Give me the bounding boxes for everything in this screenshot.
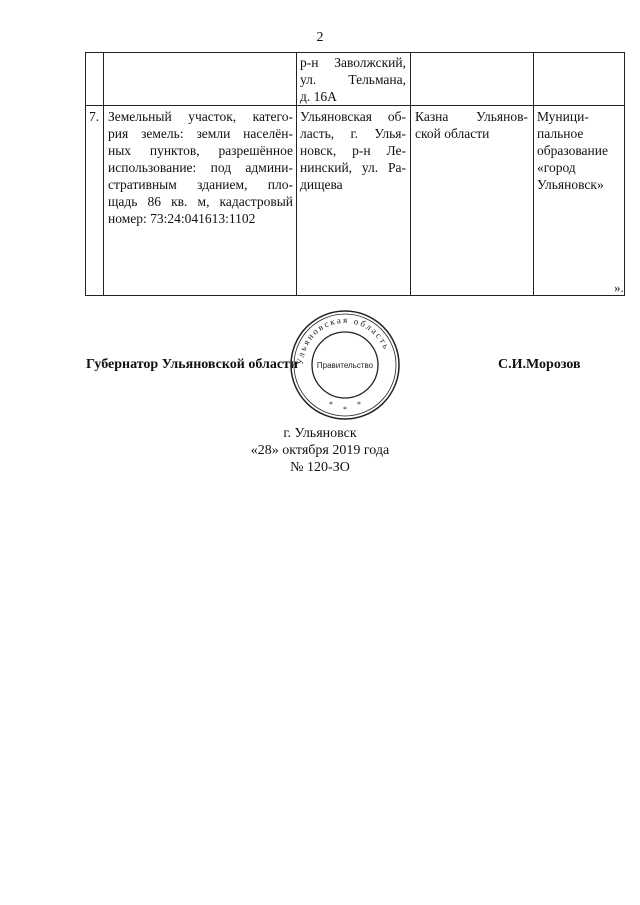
stamp-ring-text: Ульяновская область bbox=[294, 314, 393, 366]
recipient-cell bbox=[537, 108, 623, 193]
row-divider bbox=[86, 105, 624, 106]
column-divider bbox=[296, 53, 297, 295]
law-number: № 120-ЗО bbox=[290, 460, 350, 475]
svg-text:*: * bbox=[357, 400, 361, 409]
date: «28» октября 2019 года bbox=[250, 443, 390, 458]
stamp-center-text: Правительство bbox=[316, 361, 374, 370]
cell-text-line: рия земель: земли населён- bbox=[108, 126, 293, 141]
cell-text-line: ласть, г. Улья- bbox=[300, 126, 406, 141]
signature-position: Губернатор Ульяновской области bbox=[86, 357, 298, 372]
page-number: 2 bbox=[316, 30, 324, 45]
property-table bbox=[85, 52, 625, 296]
cell-text-line: ных пунктов, разрешённое bbox=[108, 143, 293, 158]
cell-text-line: Земельный участок, катего- bbox=[108, 109, 293, 124]
cell-text-line: номер: 73:24:041613:1102 bbox=[108, 211, 256, 226]
cell-text-line: использование: под админи- bbox=[108, 160, 293, 175]
column-divider bbox=[410, 53, 411, 295]
row-number-cell: 7. bbox=[89, 109, 100, 124]
svg-text:*: * bbox=[343, 405, 347, 414]
signature-name: С.И.Морозов bbox=[498, 357, 581, 372]
address-cell bbox=[300, 108, 406, 193]
continued-address-cell bbox=[300, 54, 406, 105]
cell-text-line: ул. Тельмана, bbox=[300, 72, 406, 87]
cell-text-line: Муници- bbox=[537, 109, 589, 124]
cell-text-line: новск, р-н Ле- bbox=[300, 143, 406, 158]
cell-text-line: Ульяновская об- bbox=[300, 109, 406, 124]
cell-text-line: р-н Заволжский, bbox=[300, 55, 406, 70]
svg-text:*: * bbox=[329, 400, 333, 409]
cell-text-line: щадь 86 кв. м, кадастровый bbox=[108, 194, 293, 209]
cell-text-line: образование bbox=[537, 143, 608, 158]
cell-text-line: д. 16А bbox=[300, 89, 337, 104]
official-stamp bbox=[289, 309, 401, 421]
owner-cell bbox=[415, 108, 528, 142]
cell-text-line: нинский, ул. Ра- bbox=[300, 160, 406, 175]
place: г. Ульяновск bbox=[283, 426, 357, 441]
column-divider bbox=[533, 53, 534, 295]
cell-text-line: пальное bbox=[537, 126, 584, 141]
cell-text-line: Ульяновск» bbox=[537, 177, 604, 192]
closing-quote: ». bbox=[614, 280, 624, 295]
cell-text-line: стративным зданием, пло- bbox=[108, 177, 293, 192]
cell-text-line: ской области bbox=[415, 126, 490, 141]
description-cell bbox=[108, 108, 293, 227]
cell-text-line: дищева bbox=[300, 177, 343, 192]
cell-text-line: Казна Ульянов- bbox=[415, 109, 528, 124]
column-divider bbox=[103, 53, 104, 295]
cell-text-line: «город bbox=[537, 160, 576, 175]
